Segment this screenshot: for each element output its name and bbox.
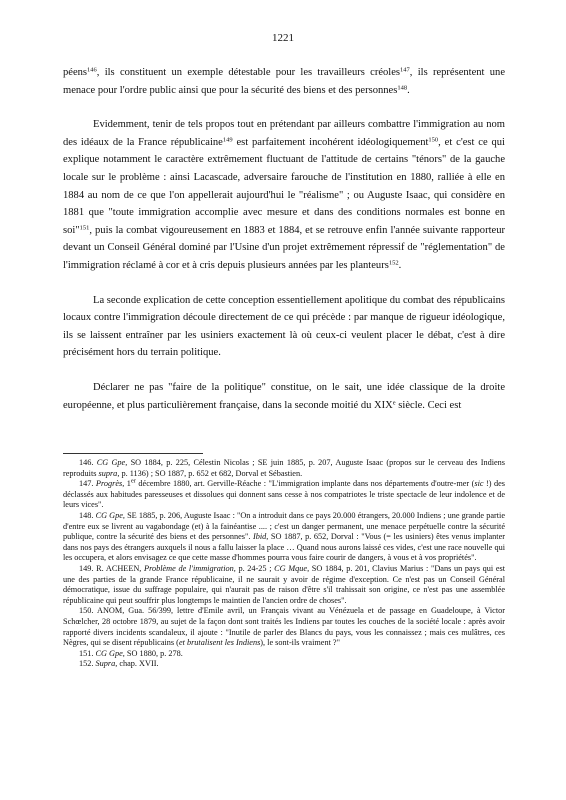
italic-text: Supra bbox=[95, 659, 116, 669]
paragraph bbox=[63, 379, 505, 414]
italic-text: CG Gpe bbox=[96, 458, 126, 467]
text-run: 150. ANOM, Gua. 56/399, lettre d'Emile avril, un Français vivant au Vénézuela et de passage en Guadeloupe, à Victor Schœlcher, 28 octobre 1879, au sujet de la façon dont sont traités les Indiens par toutes les couches de la société locale : après avoir rapporté divers incidents scandaleux, il ajoute : "Inutile de parler des Blancs du pays, vous les connaissez ; mais ces mulâtres, ces Nègres, qui se disent républicains ( bbox=[63, 606, 505, 648]
text-run: !) des déclassés aux habitudes paresseuses et dissolues qui donnent sans cesse à nos compatriotes le triste spectacle de leur indolence et de leurs vices". bbox=[63, 479, 506, 510]
text-run: , 1 bbox=[122, 479, 131, 489]
text-run: , SE 1885, p. 206, Auguste Isaac : "On a introduit dans ce pays 20.000 étrangers, 20.000 Indiens ; une grande partie d'entre eux se livrent au vagabondage (et) à la fainéantise .... ; c'est un danger permanent, une menace perpétuelle contre la sécurité publique, contre la sécurité des biens et des personnes". bbox=[63, 510, 505, 542]
paragraph bbox=[63, 292, 505, 362]
footnote bbox=[63, 659, 505, 670]
text-run: , et c'est ce qui explique notamment le caractère extrêmement fluctuant de l'attitude de certains "ténors" de la gauche locale sur le problème : ainsi Lacascade, adversaire farouche de l'institution en 1880, ralliée à elle en 1884 au nom de ce que l'on appellerait aujourd'hui le "réalisme" ; ou Auguste Isaac, qui considère en 1881 que "toute immigration accomplie avec mesure et dans des conditions normales est bonne en soi" bbox=[63, 136, 505, 236]
footnote bbox=[63, 564, 505, 606]
footnote bbox=[63, 479, 505, 511]
italic-text: sic bbox=[474, 479, 484, 489]
text-run: 146. bbox=[79, 458, 97, 467]
page-number: 1221 bbox=[272, 32, 294, 44]
text-run: La seconde explication de cette conception essentiellement apolitique du combat des républicains locaux contre l'immigration découle directement de ce qui précède : par manque de rigueur idéologique, ils se laissent entraîner par les usiniers exactement là où ceux-ci veulent placer le débat, c'est à dire précisément hors du terrain politique. bbox=[63, 294, 505, 359]
footnote bbox=[63, 511, 505, 564]
footnote-separator bbox=[63, 453, 203, 454]
text-run: siècle. Ceci est bbox=[395, 399, 462, 411]
text-run: , chap. XVII. bbox=[115, 659, 159, 669]
footnote bbox=[63, 606, 505, 648]
footnote bbox=[63, 649, 505, 660]
text-run: , SO 1884, p. 225, Célestin Nicolas ; SE juin 1885, p. 207, Auguste Isaac (propos sur le cerveau des Indiens reproduits bbox=[63, 458, 506, 478]
text-run: , puis la combat vigoureusement en 1883 et 1884, et se retrouve enfin l'année suivante rapporteur devant un Conseil Général dominé par l'Usine d'un projet extrêmement répressif de "réglementation" de l'immigration réclamé à cor et à cris depuis plusieurs années par les planteurs bbox=[63, 224, 505, 271]
text-run: Déclarer ne pas "faire de la politique" constitue, on le sait, une idée classique de la droite européenne, et plus particulièrement française, dans la seconde moitié du XIX bbox=[63, 381, 505, 411]
italic-text: et brutalisent les Indiens bbox=[178, 638, 261, 648]
text-run: décembre 1880, art. Gerville-Réache : "L'immigration implante dans nos départements d'outre-mer ( bbox=[135, 479, 475, 489]
italic-text: CG Mque bbox=[274, 563, 308, 573]
text-run: 152. bbox=[79, 659, 96, 669]
paragraph bbox=[63, 116, 505, 274]
italic-text: CG Gpe bbox=[95, 648, 123, 658]
text-run: 147. bbox=[79, 479, 96, 489]
note-reference: 148 bbox=[397, 84, 408, 92]
note-reference: 147 bbox=[400, 66, 410, 74]
text-run: péens bbox=[63, 67, 88, 78]
text-run: . bbox=[407, 84, 410, 96]
italic-text: supra bbox=[98, 468, 118, 478]
text-run: , p. 24-25 ; bbox=[233, 563, 275, 573]
note-reference: 149 bbox=[222, 136, 233, 144]
note-reference: 151 bbox=[79, 224, 90, 232]
text-run: ), le sont-ils vraiment ?" bbox=[260, 638, 340, 648]
text-run: , SO 1887, p. 652, Dorval : "Vous (= les usiniers) êtes venus implanter dans nos pays des étrangers auxquels il nous a fallu laisser la place … Quand nous aurons laissé ces vides, c'est une race nouvelle qui les occupera, et alors envisagez ce que cette masse d'hommes pourra vous faire courir de dangers, à vous et à vos propriétés". bbox=[63, 532, 505, 563]
footnote bbox=[63, 458, 505, 479]
text-run: , SO 1880, p. 278. bbox=[122, 648, 183, 658]
text-run: Evidemment, tenir de tels propos tout en prétendant par ailleurs combattre l'immigration au nom des idéaux de la France républicaine bbox=[63, 119, 505, 148]
note-reference: 146 bbox=[87, 66, 97, 74]
text-run: , ils représentent une menace pour l'ordre public ainsi que pour la sécurité des biens et des personnes bbox=[63, 67, 506, 96]
main-text bbox=[63, 64, 505, 414]
italic-text: Progrès bbox=[95, 479, 123, 489]
text-run: 151. bbox=[79, 648, 96, 658]
note-reference: 150 bbox=[428, 136, 439, 144]
note-reference: e bbox=[392, 399, 396, 406]
text-run: est parfaitement incohérent idéologiquement bbox=[232, 136, 429, 148]
text-run: 148. bbox=[79, 510, 96, 520]
text-run: , ils constituent un exemple détestable pour les travailleurs créoles bbox=[96, 67, 401, 78]
text-run: , SO 1884, p. 201, Clavius Marius : "Dans un pays qui est une des parties de la grande France républicaine, il ne saurait y avoir de régime d'exception. Ce n'est pas un Conseil Général démocratique, issue du suffrage populaire, qui n'aurait pas de raison d'être s'il trahissait son origine, ce n'est pas une assemblée républicaine qui peut souffrir plus longtemps le maintien de l'ancien ordre de choses". bbox=[63, 563, 505, 605]
note-reference: er bbox=[130, 477, 136, 485]
italic-text: Problème de l'immigration bbox=[144, 563, 234, 573]
note-reference: 152 bbox=[388, 259, 399, 267]
italic-text: CG Gpe bbox=[95, 510, 123, 520]
text-run: 149. R. ACHEEN, bbox=[79, 563, 145, 573]
text-run: . bbox=[398, 259, 402, 271]
footnotes bbox=[63, 458, 505, 670]
text-run: , p. 1136) ; SO 1887, p. 652 et 682, Dorval et Sébastien. bbox=[117, 468, 303, 478]
italic-text: Ibid bbox=[253, 532, 267, 542]
paragraph bbox=[63, 64, 505, 99]
